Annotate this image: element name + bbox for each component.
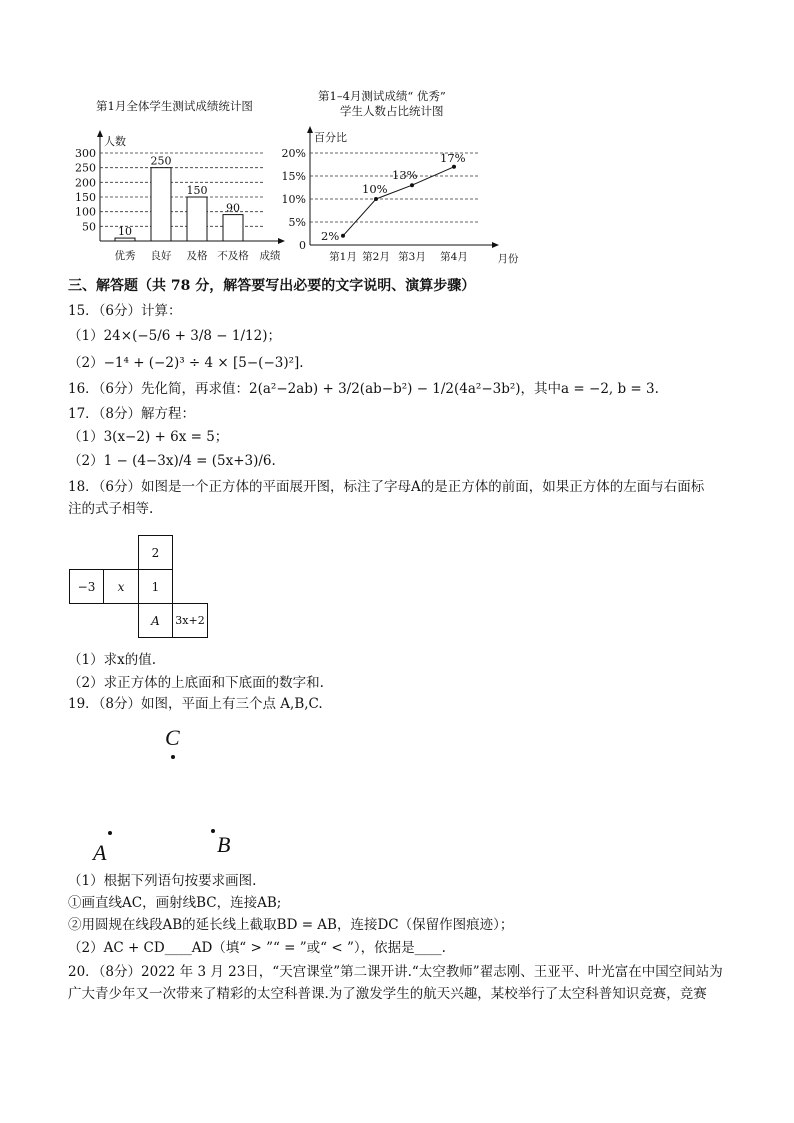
- line-value-label: 2%: [321, 228, 340, 243]
- bar-category-label: 优秀: [114, 250, 136, 262]
- bar-chart: [60, 125, 295, 265]
- bar-y-tick-label: 150: [75, 191, 96, 204]
- net-cell-bottom: A: [138, 603, 173, 638]
- point-b-label: B: [217, 832, 231, 857]
- line-value-label: 13%: [392, 168, 418, 183]
- q18-line1: 18．（6分）如图是一个正方体的平面展开图，标注了字母A的是正方体的前面，如果正方体的左面与右面标: [68, 479, 705, 495]
- bar-category-label: 不及格: [217, 250, 249, 262]
- line-point: [374, 197, 378, 201]
- line-x-axis-arrow: [492, 242, 499, 248]
- bar-y-axis-label: 人数: [104, 135, 126, 148]
- q17-part2: （2）1 − (4−3x)/4 = (5x+3)/6.: [68, 453, 276, 469]
- bar-category-label: 及格: [186, 250, 208, 262]
- line-y-tick-label: 15%: [281, 170, 306, 183]
- line-y-tick-label: 20%: [281, 147, 306, 160]
- net-cell-top: 2: [138, 535, 173, 570]
- line-category-label: 第4月: [440, 251, 468, 263]
- section-heading: 三、解答题（共 78 分，解答要写出必要的文字说明、演算步骤）: [68, 278, 476, 294]
- bar-y-tick-label: 300: [75, 147, 96, 160]
- line-chart-title-line2: 学生人数占比统计图: [340, 104, 444, 118]
- q15-part1: （1）24×(−5/6 + 3/8 − 1/12)；: [68, 328, 281, 344]
- net-cell-left-outer: −3: [69, 569, 104, 604]
- q15-part2: （2）−1⁴ + (−2)³ ÷ 4 × [5−(−3)²].: [68, 355, 304, 371]
- q19-part1: （1）根据下列语句按要求画图.: [68, 873, 257, 889]
- bar-x-axis-label: 成绩: [259, 250, 281, 262]
- q15-stem: 15．（6分）计算：: [68, 303, 182, 319]
- bar-category-label: 良好: [150, 250, 172, 262]
- line-value-label: 17%: [440, 150, 466, 165]
- bar-value-label: 250: [150, 154, 172, 168]
- line-category-label: 第3月: [398, 251, 426, 263]
- q19-step1: ①画直线AC，画射线BC，连接AB;: [68, 895, 282, 911]
- bar-y-tick-label: 50: [82, 220, 96, 234]
- q20-line1: 20．（8分）2022 年 3 月 23日，“天宫课堂”第二课开讲.“太空教师”翟志刚、王亚平、叶光富在中国空间站为: [68, 964, 723, 980]
- q19-step2: ②用圆规在线段AB的延长线上截取BD = AB，连接DC（保留作图痕迹）；: [68, 917, 514, 933]
- net-cell-left-inner: x: [103, 569, 139, 604]
- point-a-label: A: [93, 840, 107, 865]
- q18-line2: 注的式子相等.: [68, 501, 154, 517]
- bar-y-tick-label: 250: [75, 161, 96, 175]
- q20-line2: 广大青少年又一次带来了精彩的太空科普课.为了激发学生的航天兴趣，某校举行了太空科普知识竞赛，竞赛: [68, 986, 707, 1002]
- bar: [151, 168, 171, 241]
- bar: [115, 238, 135, 241]
- bar: [187, 197, 207, 241]
- line-y-tick-label: 0: [299, 239, 306, 252]
- point-c-label: C: [165, 725, 180, 750]
- bar-value-label: 10: [118, 225, 132, 239]
- line-category-label: 第1月: [329, 251, 357, 263]
- bar-y-axis-arrow: [97, 130, 103, 137]
- net-cell-center: 1: [138, 569, 173, 604]
- q18-part2: （2）求正方体的上底面和下底面的数字和.: [68, 675, 324, 691]
- point-b: [211, 829, 215, 833]
- line-point: [341, 234, 345, 238]
- line-y-axis-label: 百分比: [314, 131, 347, 144]
- q17-part1: （1）3(x−2) + 6x = 5；: [68, 429, 229, 445]
- q19-part2: （2）AC + CD____AD（填“ > ”“ = ”或“ < ”），依据是____.: [68, 940, 446, 956]
- line-category-label: 第2月: [362, 251, 390, 263]
- bar-value-label: 90: [226, 201, 240, 215]
- bar-y-tick-label: 200: [75, 176, 96, 190]
- bar-value-label: 150: [186, 184, 208, 197]
- line-y-tick-label: 10%: [281, 193, 306, 206]
- point-c: [171, 755, 175, 759]
- line-chart-title-line1: 第1–4月测试成绩“ 优秀”: [318, 89, 446, 103]
- line-value-label: 10%: [362, 182, 388, 196]
- net-cell-right: 3x+2: [172, 603, 208, 638]
- q18-part1: （1）求x的值.: [68, 652, 156, 668]
- line-x-axis-label: 月份: [497, 253, 519, 265]
- q19-stem: 19．（8分）如图，平面上有三个点 A,B,C.: [68, 696, 323, 712]
- line-point: [410, 183, 414, 187]
- bar-chart-title: 第1月全体学生测试成绩统计图: [96, 99, 253, 113]
- bar-y-tick-label: 100: [75, 205, 96, 219]
- line-y-axis-arrow: [307, 126, 313, 133]
- q17-stem: 17．（8分）解方程：: [68, 406, 196, 422]
- point-a: [108, 831, 112, 835]
- line-chart: [278, 125, 528, 267]
- bar: [223, 215, 243, 241]
- line-point: [452, 165, 456, 169]
- q16-stem: 16．（6分）先化简，再求值：2(a²−2ab) + 3/2(ab−b²) − 1/2(4a²−3b²)，其中a = −2, b = 3.: [68, 381, 659, 397]
- line-y-tick-label: 5%: [288, 216, 306, 229]
